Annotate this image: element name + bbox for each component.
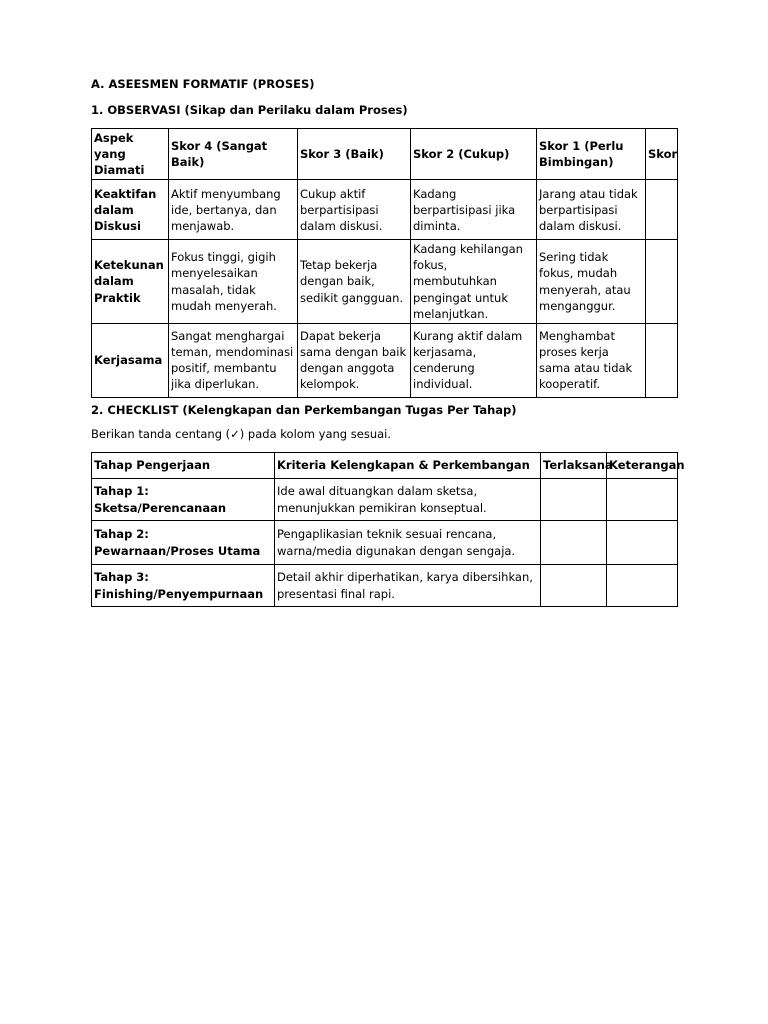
tahap-cell: Tahap 2: Pewarnaan/Proses Utama bbox=[92, 521, 275, 565]
header-skor-4: Skor 4 (Sangat Baik) bbox=[169, 129, 298, 180]
header-aspek: Aspek yang Diamati bbox=[92, 129, 169, 180]
skor-4-cell: Fokus tinggi, gigih menyelesaikan masalah, tidak mudah menyerah. bbox=[169, 240, 298, 323]
keterangan-input-cell[interactable] bbox=[607, 521, 678, 565]
skor-1-cell: Jarang atau tidak berpartisipasi dalam diskusi. bbox=[537, 180, 646, 240]
keterangan-input-cell[interactable] bbox=[607, 479, 678, 521]
aspek-cell: Keaktifan dalam Diskusi bbox=[92, 180, 169, 240]
skor-input-cell[interactable] bbox=[646, 240, 678, 323]
checklist-instruction: Berikan tanda centang (✓) pada kolom yang sesuai. bbox=[91, 427, 391, 441]
skor-3-cell: Tetap bekerja dengan baik, sedikit gangguan. bbox=[298, 240, 411, 323]
kriteria-cell: Pengaplikasian teknik sesuai rencana, warna/media digunakan dengan sengaja. bbox=[275, 521, 541, 565]
header-kriteria: Kriteria Kelengkapan & Perkembangan bbox=[275, 453, 541, 479]
header-tahap: Tahap Pengerjaan bbox=[92, 453, 275, 479]
terlaksana-checkbox-cell[interactable] bbox=[541, 521, 607, 565]
checklist-heading: 2. CHECKLIST (Kelengkapan dan Perkembangan Tugas Per Tahap) bbox=[91, 403, 517, 417]
header-skor-3: Skor 3 (Baik) bbox=[298, 129, 411, 180]
skor-1-cell: Menghambat proses kerja sama atau tidak kooperatif. bbox=[537, 323, 646, 397]
observasi-header-row bbox=[92, 129, 678, 180]
kriteria-cell: Detail akhir diperhatikan, karya dibersihkan, presentasi final rapi. bbox=[275, 565, 541, 607]
observasi-row bbox=[92, 240, 678, 323]
terlaksana-checkbox-cell[interactable] bbox=[541, 565, 607, 607]
checklist-header-row bbox=[92, 453, 678, 479]
skor-input-cell[interactable] bbox=[646, 180, 678, 240]
checklist-row bbox=[92, 479, 678, 521]
keterangan-input-cell[interactable] bbox=[607, 565, 678, 607]
skor-1-cell: Sering tidak fokus, mudah menyerah, atau menganggur. bbox=[537, 240, 646, 323]
aspek-cell: Ketekunan dalam Praktik bbox=[92, 240, 169, 323]
checklist-table bbox=[91, 452, 685, 607]
skor-3-cell: Cukup aktif berpartisipasi dalam diskusi. bbox=[298, 180, 411, 240]
section-a-heading: A. ASEESMEN FORMATIF (PROSES) bbox=[91, 77, 315, 91]
skor-3-cell: Dapat bekerja sama dengan baik dengan anggota kelompok. bbox=[298, 323, 411, 397]
skor-4-cell: Aktif menyumbang ide, bertanya, dan menjawab. bbox=[169, 180, 298, 240]
skor-2-cell: Kadang kehilangan fokus, membutuhkan pengingat untuk melanjutkan. bbox=[411, 240, 537, 323]
header-skor-2: Skor 2 (Cukup) bbox=[411, 129, 537, 180]
observasi-heading: 1. OBSERVASI (Sikap dan Perilaku dalam Proses) bbox=[91, 103, 408, 117]
kriteria-cell: Ide awal dituangkan dalam sketsa, menunjukkan pemikiran konseptual. bbox=[275, 479, 541, 521]
header-skor-1: Skor 1 (Perlu Bimbingan) bbox=[537, 129, 646, 180]
checklist-row bbox=[92, 521, 678, 565]
header-skor: Skor bbox=[646, 129, 678, 180]
skor-2-cell: Kadang berpartisipasi jika diminta. bbox=[411, 180, 537, 240]
observasi-row bbox=[92, 323, 678, 397]
checklist-row bbox=[92, 565, 678, 607]
tahap-cell: Tahap 1: Sketsa/Perencanaan bbox=[92, 479, 275, 521]
skor-2-cell: Kurang aktif dalam kerjasama, cenderung individual. bbox=[411, 323, 537, 397]
terlaksana-checkbox-cell[interactable] bbox=[541, 479, 607, 521]
skor-input-cell[interactable] bbox=[646, 323, 678, 397]
observasi-table bbox=[91, 128, 678, 398]
skor-4-cell: Sangat menghargai teman, mendominasi positif, membantu jika diperlukan. bbox=[169, 323, 298, 397]
header-keterangan: Keterangan bbox=[607, 453, 678, 479]
header-terlaksana: Terlaksana bbox=[541, 453, 607, 479]
aspek-cell: Kerjasama bbox=[92, 323, 169, 397]
observasi-row bbox=[92, 180, 678, 240]
tahap-cell: Tahap 3: Finishing/Penyempurnaan bbox=[92, 565, 275, 607]
